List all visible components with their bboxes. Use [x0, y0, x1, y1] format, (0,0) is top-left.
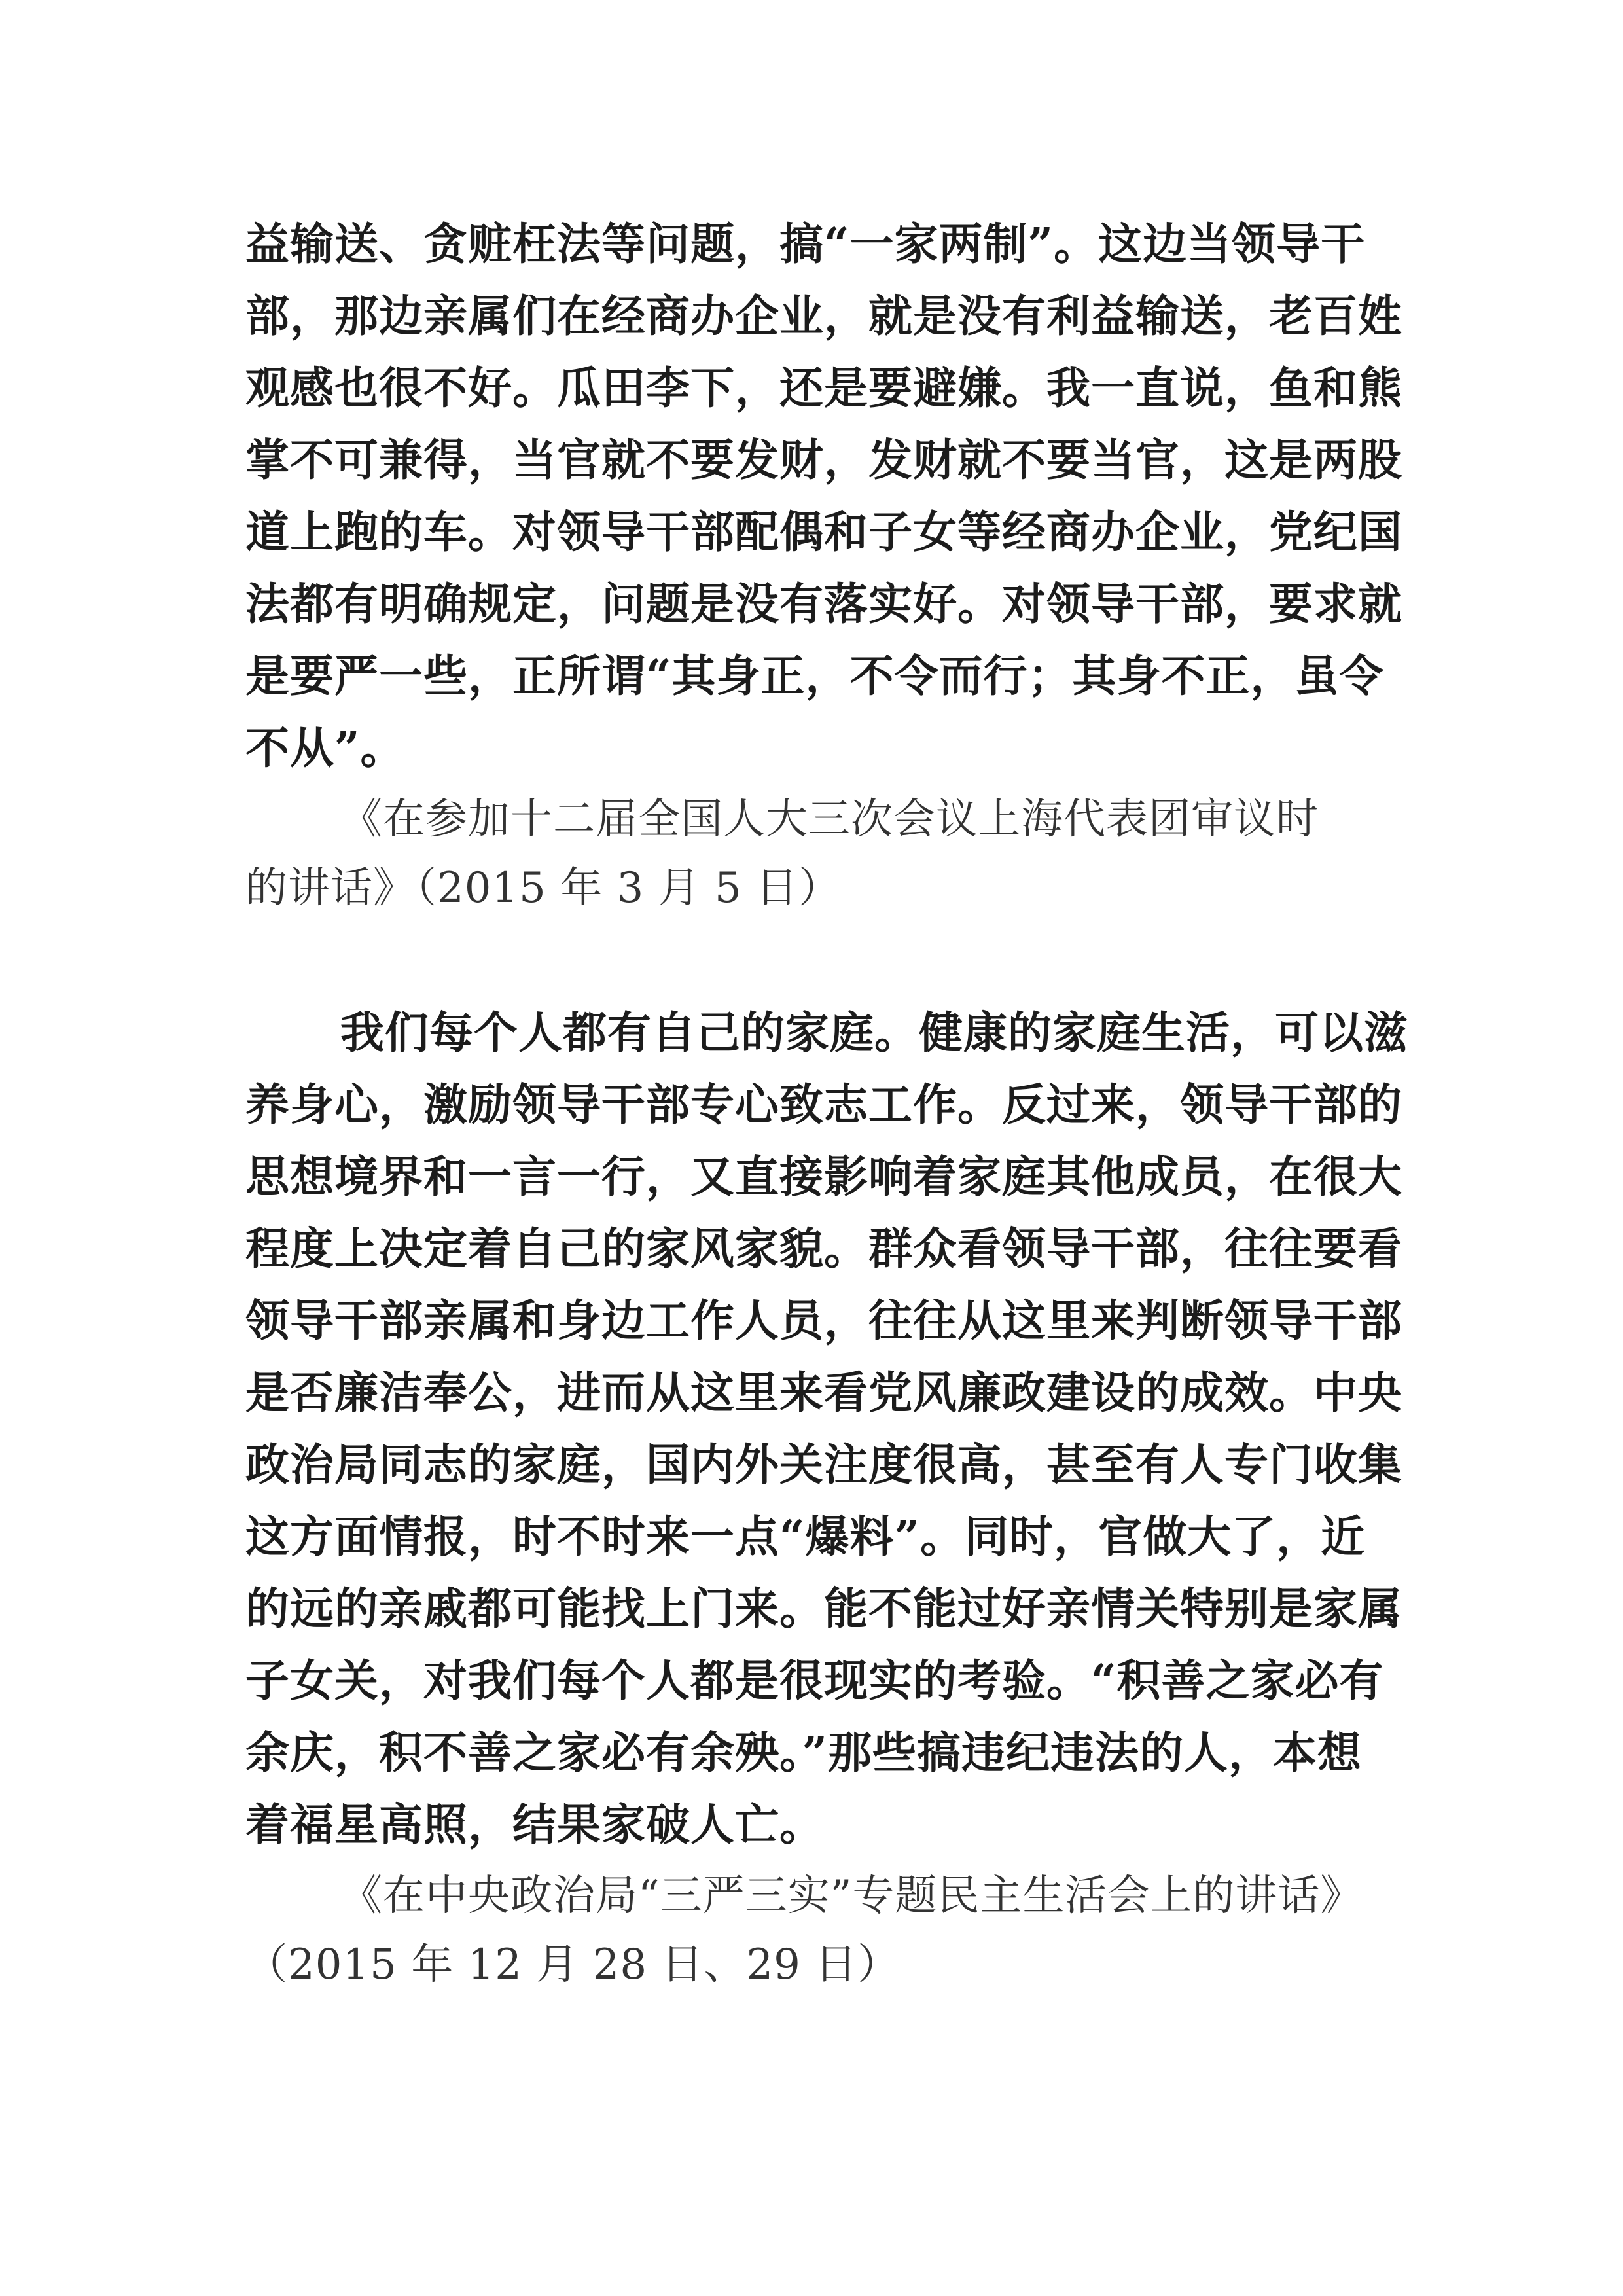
- paragraph-line: 领导干部亲属和身边工作人员，往往从这里来判断领导干部: [245, 1295, 1402, 1346]
- citation-line: 《在中央政治局“三严三实”专题民主生活会上的讲话》: [340, 1872, 1363, 1920]
- paragraph-line: 程度上决定着自己的家风家貌。群众看领导干部，往往要看: [245, 1223, 1402, 1274]
- paragraph-line: 政治局同志的家庭，国内外关注度很高，甚至有人专门收集: [245, 1439, 1402, 1490]
- paragraph-line: 法都有明确规定，问题是没有落实好。对领导干部，要求就: [245, 578, 1402, 630]
- paragraph-line: 这方面情报，时不时来一点“爆料”。同时，官做大了，近: [245, 1511, 1366, 1562]
- paragraph-line: 掌不可兼得，当官就不要发财，发财就不要当官，这是两股: [245, 434, 1402, 486]
- paragraph-line: 不从”。: [245, 722, 405, 774]
- paragraph-line: 观感也很不好。瓜田李下，还是要避嫌。我一直说，鱼和熊: [245, 362, 1402, 414]
- paragraph-line: 益输送、贪赃枉法等问题，搞“一家两制”。这边当领导干: [245, 218, 1366, 270]
- paragraph-line: 道上跑的车。对领导干部配偶和子女等经商办企业，党纪国: [245, 506, 1402, 558]
- paragraph-line: 余庆，积不善之家必有余殃。”那些搞违纪违法的人，本想: [245, 1727, 1363, 1778]
- paragraph-line: 是否廉洁奉公，进而从这里来看党风廉政建设的成效。中央: [245, 1367, 1402, 1418]
- paragraph-line: 的远的亲戚都可能找上门来。能不能过好亲情关特别是家属: [245, 1583, 1402, 1634]
- citation-line: 的讲话》（2015 年 3 月 5 日）: [245, 864, 842, 912]
- paragraph-line: 是要严一些，正所谓“其身正，不令而行；其身不正，虽令: [245, 650, 1384, 702]
- paragraph-line: 部，那边亲属们在经商办企业，就是没有利益输送，老百姓: [245, 290, 1402, 342]
- paragraph-line: 养身心，激励领导干部专心致志工作。反过来，领导干部的: [245, 1079, 1402, 1130]
- citation-line: 《在参加十二届全国人大三次会议上海代表团审议时: [340, 795, 1319, 844]
- paragraph-line: 我们每个人都有自己的家庭。健康的家庭生活，可以滋: [340, 1007, 1408, 1058]
- paragraph-line: 着福星高照，结果家破人亡。: [245, 1799, 824, 1850]
- paragraph-line: 子女关，对我们每个人都是很现实的考验。“积善之家必有: [245, 1655, 1384, 1706]
- paragraph-line: 思想境界和一言一行，又直接影响着家庭其他成员，在很大: [245, 1151, 1402, 1202]
- citation-line: （2015 年 12 月 28 日、29 日）: [245, 1941, 901, 1989]
